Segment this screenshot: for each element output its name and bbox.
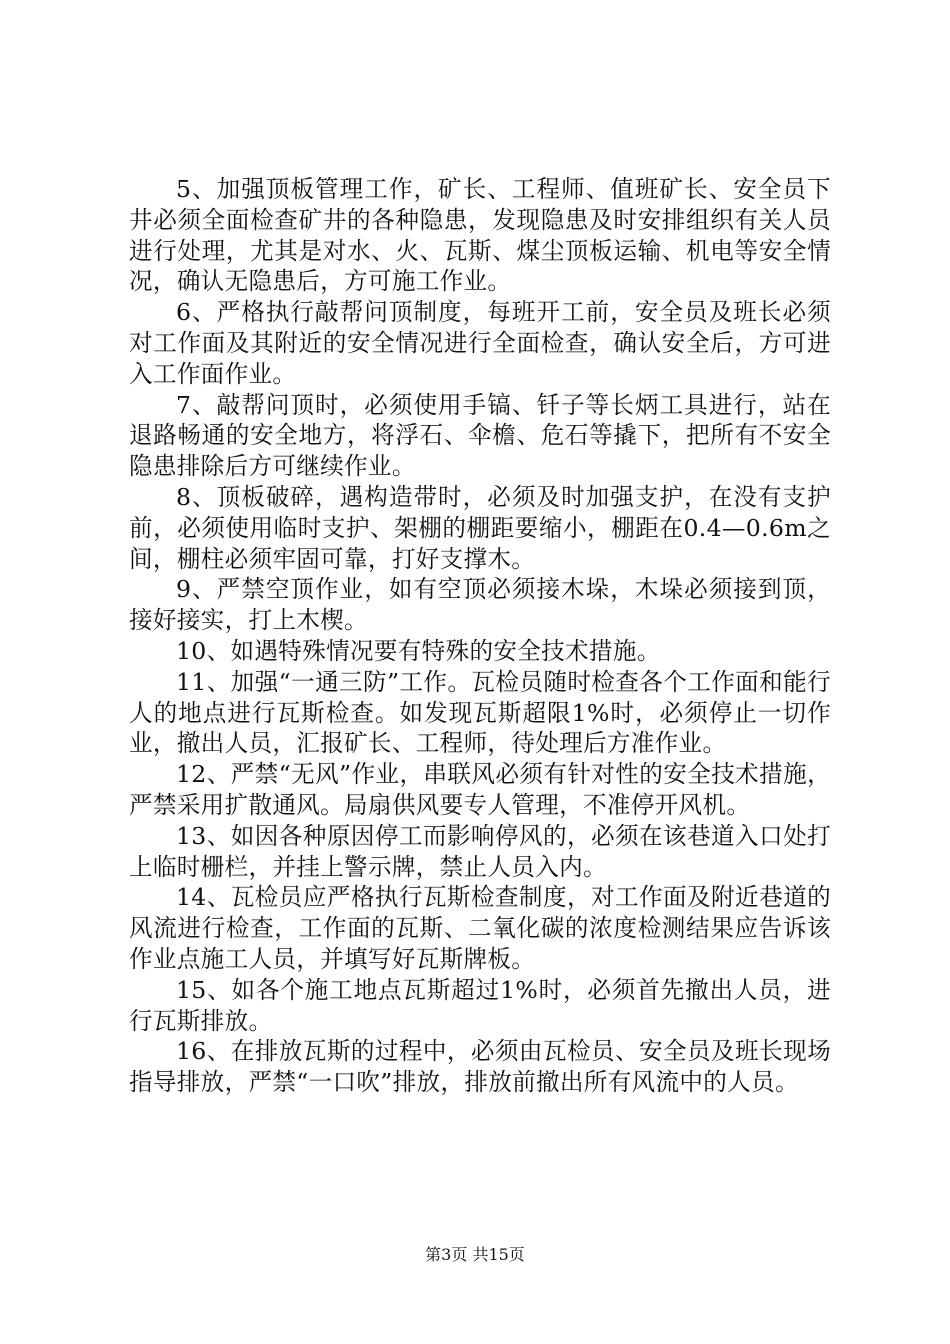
paragraph-12: 12、严禁“无风”作业，串联风必须有针对性的安全技术措施，严禁采用扩散通风。局扇供风要专人管理，不准停开风机。 [129,760,831,819]
paragraph-9: 9、严禁空顶作业，如有空顶必须接木垛，木垛必须接到顶，接好接实，打上木楔。 [129,575,831,635]
paragraph-10: 10、如遇特殊情况要有特殊的安全技术措施。 [176,636,661,665]
paragraph-14: 14、瓦检员应严格执行瓦斯检查制度，对工作面及附近巷道的风流进行检查，工作面的瓦斯、二氧化碳的浓度检测结果应告诉该作业点施工人员，并填写好瓦斯牌板。 [129,883,831,973]
paragraph-7: 7、敲帮问顶时，必须使用手镐、钎子等长炳工具进行，站在退路畅通的安全地方，将浮石、伞檐、危石等撬下，把所有不安全隐患排除后方可继续作业。 [129,390,831,481]
document-body [129,174,831,1098]
paragraph-16: 16、在排放瓦斯的过程中，必须由瓦检员、安全员及班长现场指导排放，严禁“一口吹”排放，排放前撤出所有风流中的人员。 [129,1037,831,1097]
paragraph-6: 6、严格执行敲帮问顶制度，每班开工前，安全员及班长必须对工作面及其附近的安全情况进行全面检查，确认安全后，方可进入工作面作业。 [129,298,831,388]
paragraph-15: 15、如各个施工地点瓦斯超过1%时，必须首先撤出人员，进行瓦斯排放。 [129,975,831,1035]
paragraph-8: 8、顶板破碎，遇构造带时，必须及时加强支护，在没有支护前，必须使用临时支护、架棚的棚距要缩小，棚距在0.4—0.6m之间，棚柱必须牢固可靠，打好支撑木。 [129,482,831,573]
paragraph-11: 11、加强“一通三防”工作。瓦检员随时检查各个工作面和能行人的地点进行瓦斯检查。如发现瓦斯超限1%时，必须停止一切作业，撤出人员，汇报矿长、工程师，待处理后方准作业。 [129,667,831,758]
page-number-footer: 第3页 共15页 [425,1245,525,1264]
paragraph-13: 13、如因各种原因停工而影响停风的，必须在该巷道入口处打上临时栅栏，并挂上警示牌，禁止人员入内。 [129,821,831,881]
paragraph-5: 5、加强顶板管理工作，矿长、工程师、值班矿长、安全员下井必须全面检查矿井的各种隐患，发现隐患及时安排组织有关人员进行处理，尤其是对水、火、瓦斯、煤尘顶板运输、机电等安全情况，确认无隐患后，方可施工作业。 [129,175,831,296]
